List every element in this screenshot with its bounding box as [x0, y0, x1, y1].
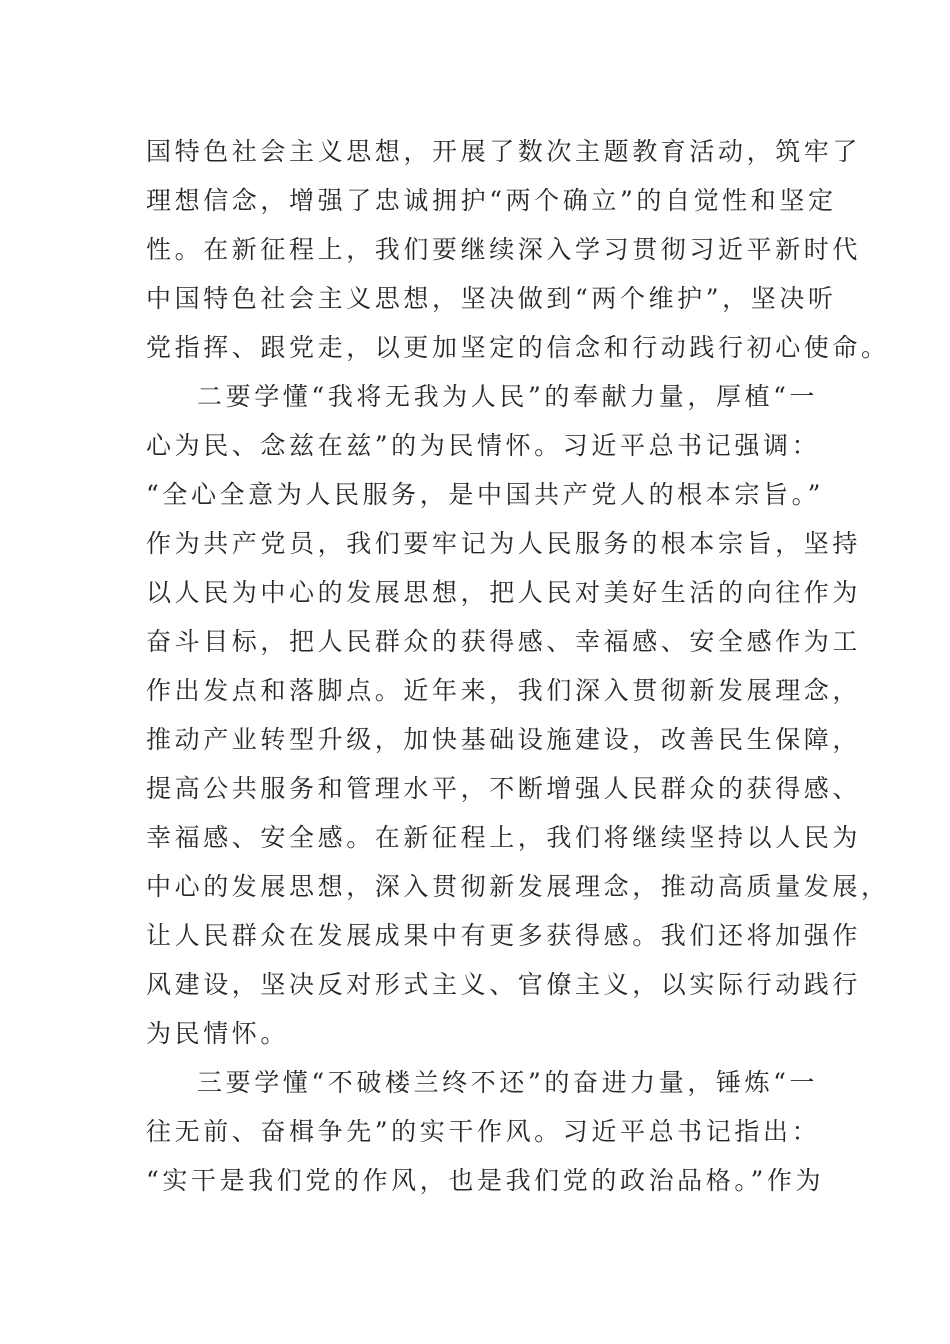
- text-line: 风建设，坚决反对形式主义、官僚主义，以实际行动践行: [146, 970, 862, 999]
- text-line: 性。在新征程上，我们要继续深入学习贯彻习近平新时代: [146, 235, 862, 264]
- paragraph-first-line: 二要学懂“我将无我为人民”的奉献力量，厚植“一: [197, 382, 819, 411]
- text-line: 以人民为中心的发展思想，把人民对美好生活的向往作为: [146, 578, 862, 607]
- text-line: 心为民、念兹在兹”的为民情怀。习近平总书记强调：: [146, 431, 821, 460]
- text-line: 理想信念，增强了忠诚拥护“两个确立”的自觉性和坚定: [146, 186, 837, 215]
- text-line: 推动产业转型升级，加快基础设施建设，改善民生保障，: [146, 725, 862, 754]
- text-line: 为民情怀。: [146, 1019, 290, 1048]
- text-line: 国特色社会主义思想，开展了数次主题教育活动，筑牢了: [146, 137, 862, 166]
- text-line: 中国特色社会主义思想，坚决做到“两个维护”，坚决听: [146, 284, 837, 313]
- text-line: 让人民群众在发展成果中有更多获得感。我们还将加强作: [146, 921, 862, 950]
- text-line: 中心的发展思想，深入贯彻新发展理念，推动高质量发展，: [146, 872, 890, 901]
- text-line: 作出发点和落脚点。近年来，我们深入贯彻新发展理念，: [146, 676, 862, 705]
- text-line: 幸福感、安全感。在新征程上，我们将继续坚持以人民为: [146, 823, 862, 852]
- text-line: “全心全意为人民服务，是中国共产党人的根本宗旨。”: [146, 480, 825, 509]
- text-line: 提高公共服务和管理水平，不断增强人民群众的获得感、: [146, 774, 862, 803]
- paragraph-first-line: 三要学懂“不破楼兰终不还”的奋进力量，锤炼“一: [197, 1068, 819, 1097]
- text-line: 党指挥、跟党走，以更加坚定的信念和行动践行初心使命。: [146, 333, 890, 362]
- text-line: 作为共产党员，我们要牢记为人民服务的根本宗旨，坚持: [146, 529, 862, 558]
- text-line: “实干是我们党的作风，也是我们党的政治品格。”作为: [146, 1166, 825, 1195]
- text-line: 往无前、奋楫争先”的实干作风。习近平总书记指出：: [146, 1117, 821, 1146]
- text-line: 奋斗目标，把人民群众的获得感、幸福感、安全感作为工: [146, 627, 862, 656]
